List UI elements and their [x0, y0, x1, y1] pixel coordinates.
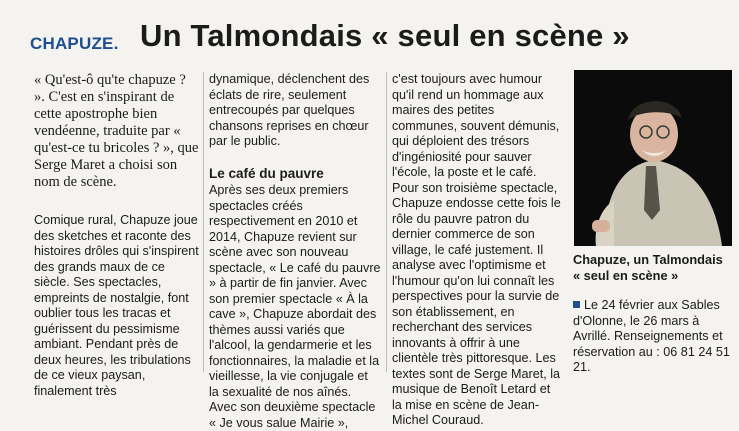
column-2 — [209, 72, 381, 431]
column-divider — [203, 72, 204, 372]
body-paragraph: Après ses deux premiers spectacles créés respectivement en 2010 et 2014, Chapuze revient sur scène avec son nouveau spectacle, « Le café du pauvre » à partir de fin janvier. Avec son premier spectacle « À la cave », Chapuze abordait des thèmes aussi variés que l'alcool, la gendarmerie et les fonctionnaires, la maladie et la vieillesse, la vie conjugale et la sexualité de nos aînés. Avec son deuxième spectacle « Je vous salue Mairie », — [209, 183, 381, 430]
headline — [30, 18, 730, 62]
column-1 — [34, 72, 199, 399]
column-3 — [392, 72, 562, 429]
bullet-square-icon — [573, 301, 580, 308]
photo-caption: Chapuze, un Talmondais « seul en scène » — [573, 252, 723, 283]
event-info — [573, 298, 735, 376]
kicker: CHAPUZE. — [30, 34, 119, 53]
subheading: Le café du pauvre — [209, 165, 324, 181]
event-info-text: Le 24 février aux Sables d'Olonne, le 26 mars à Avrillé. Renseignements et réservation au : 06 81 24 51 21. — [573, 298, 730, 374]
body-paragraph: c'est toujours avec humour qu'il rend un hommage aux maires des petites communes, souvent démunis, qui déploient des trésors d'ingéniosité pour sauver l'école, la poste et le café. Pour son troisième spectacle, Chapuze endosse cette fois le rôle du pauvre patron du dernier commerce de son village, le café justement. Il analyse avec l'optimisme et l'humour qu'on lui connaît les perspectives pour la survie de son établissement, en recherchant des services innovants à offrir à une clientèle très pittoresque. Les textes sont de Serge Maret, la musique de Benoît Letard et la mise en scène de Jean-Michel Couraud. — [392, 72, 561, 427]
article-title: Un Talmondais « seul en scène » — [140, 18, 630, 53]
portrait-photo — [574, 70, 732, 246]
body-paragraph: dynamique, déclenchent des éclats de rire, seulement entrecoupés par quelques chansons reprises en chœur par le public. — [209, 72, 370, 148]
column-divider — [386, 72, 387, 372]
intro-paragraph: « Qu'est-ô qu'te chapuze ? ». C'est en s'inspirant de cette apostrophe bien vendéenne, traduite par « qu'est-ce tu bricoles ? », que Serge Maret a choisi son nom de scène. — [34, 72, 199, 190]
body-paragraph: Comique rural, Chapuze joue des sketches et raconte des histoires drôles qui s'inspirent des grands maux de ce siècle. Ses spectacles, empreints de nostalgie, font oublier tous les tracas et guérissent du pessimisme ambiant. Pendant près de deux heures, les tribulations de ce vieux paysan, finalement très — [34, 213, 199, 398]
performer-illustration — [574, 70, 732, 246]
